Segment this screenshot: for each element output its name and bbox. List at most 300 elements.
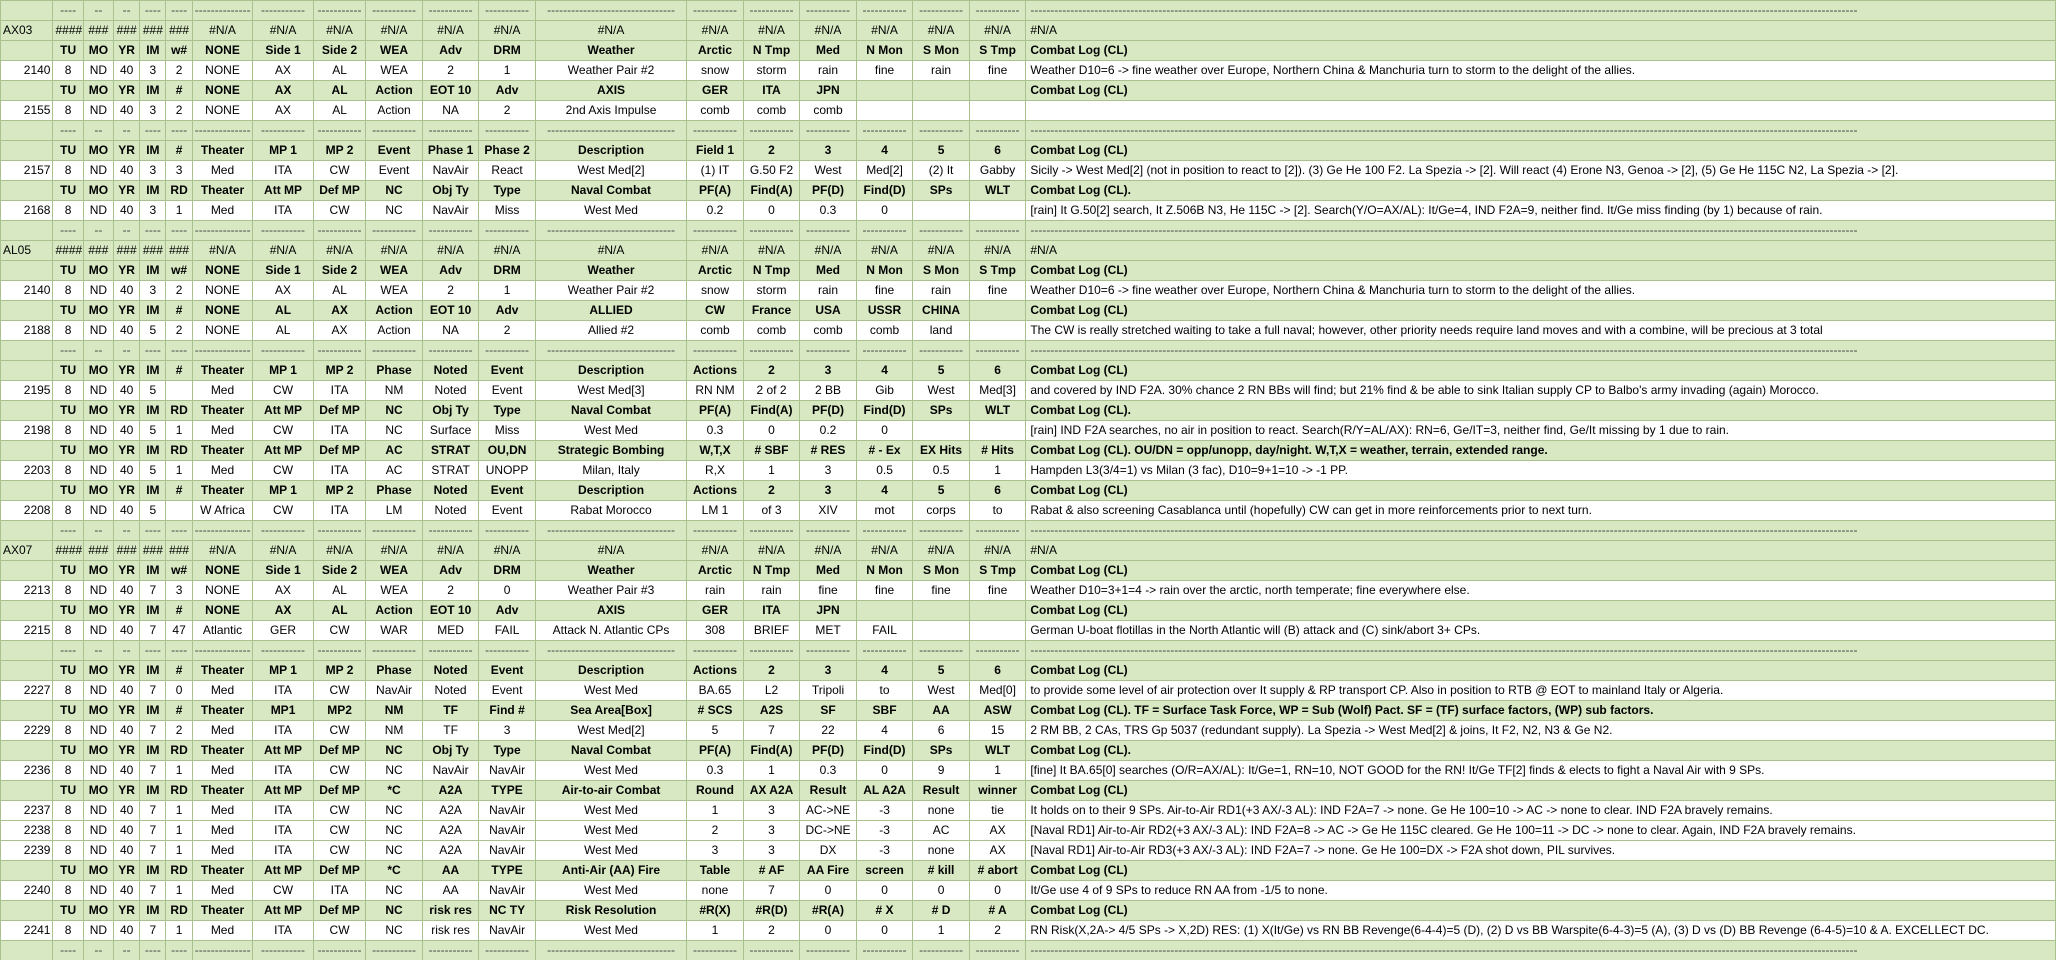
cell-r43-c0[interactable]	[1, 861, 53, 881]
cell-r11-c5[interactable]: ----	[166, 221, 192, 241]
cell-r16-c7[interactable]: AL	[253, 321, 314, 341]
cell-r41-c17[interactable]: AC	[913, 821, 970, 841]
cell-r39-c7[interactable]: Att MP	[253, 781, 314, 801]
cell-r44-c17[interactable]: 0	[913, 881, 970, 901]
cell-r13-c15[interactable]: Med	[800, 261, 857, 281]
cell-r31-c0[interactable]: 2215	[1, 621, 53, 641]
cell-r34-c2[interactable]: ND	[83, 681, 113, 701]
cell-r42-c16[interactable]: -3	[856, 841, 913, 861]
cell-r46-c15[interactable]: 0	[800, 921, 857, 941]
cell-r10-c10[interactable]: NavAir	[422, 201, 479, 221]
cell-r34-c10[interactable]: Noted	[422, 681, 479, 701]
cell-r18-c13[interactable]: Actions	[687, 361, 744, 381]
cell-r4-c6[interactable]: NONE	[192, 81, 253, 101]
cell-r40-c2[interactable]: ND	[83, 801, 113, 821]
cell-r13-c3[interactable]: YR	[114, 261, 140, 281]
cell-r34-c7[interactable]: ITA	[253, 681, 314, 701]
cell-r46-c9[interactable]: NC	[366, 921, 423, 941]
cell-r40-c5[interactable]: 1	[166, 801, 192, 821]
cell-r34-c12[interactable]: West Med	[535, 681, 686, 701]
cell-r20-c6[interactable]: Theater	[192, 401, 253, 421]
cell-r3-c4[interactable]: 3	[140, 61, 166, 81]
cell-r13-c6[interactable]: NONE	[192, 261, 253, 281]
cell-r7-c4[interactable]: IM	[140, 141, 166, 161]
cell-r31-c11[interactable]: FAIL	[479, 621, 536, 641]
cell-r28-c7[interactable]: Side 1	[253, 561, 314, 581]
cell-r44-c4[interactable]: 7	[140, 881, 166, 901]
cell-r39-c0[interactable]	[1, 781, 53, 801]
cell-r41-c1[interactable]: 8	[53, 821, 83, 841]
cell-r43-c1[interactable]: TU	[53, 861, 83, 881]
cell-r43-c15[interactable]: AA Fire	[800, 861, 857, 881]
cell-r40-c1[interactable]: 8	[53, 801, 83, 821]
cell-r46-c13[interactable]: 1	[687, 921, 744, 941]
cell-r7-c17[interactable]: 5	[913, 141, 970, 161]
cell-r0-c4[interactable]: ----	[140, 1, 166, 21]
cell-r7-c5[interactable]: #	[166, 141, 192, 161]
cell-r30-c11[interactable]: Adv	[479, 601, 536, 621]
cell-r13-c16[interactable]: N Mon	[856, 261, 913, 281]
cell-r20-c2[interactable]: MO	[83, 401, 113, 421]
cell-r3-c10[interactable]: 2	[422, 61, 479, 81]
cell-r38-c2[interactable]: ND	[83, 761, 113, 781]
cell-r22-c1[interactable]: TU	[53, 441, 83, 461]
cell-r35-c2[interactable]: MO	[83, 701, 113, 721]
cell-r34-c9[interactable]: NavAir	[366, 681, 423, 701]
cell-r35-c7[interactable]: MP1	[253, 701, 314, 721]
cell-r15-c14[interactable]: France	[743, 301, 800, 321]
cell-r9-c13[interactable]: PF(A)	[687, 181, 744, 201]
cell-r3-c5[interactable]: 2	[166, 61, 192, 81]
cell-r36-c17[interactable]: 6	[913, 721, 970, 741]
cell-r34-c3[interactable]: 40	[114, 681, 140, 701]
cell-r18-c7[interactable]: MP 1	[253, 361, 314, 381]
cell-r7-c3[interactable]: YR	[114, 141, 140, 161]
cell-r8-c0[interactable]: 2157	[1, 161, 53, 181]
cell-r24-c10[interactable]: Noted	[422, 481, 479, 501]
cell-r19-c0[interactable]: 2195	[1, 381, 53, 401]
cell-r2-c15[interactable]: Med	[800, 41, 857, 61]
cell-r39-c12[interactable]: Air-to-air Combat	[535, 781, 686, 801]
cell-r6-c17[interactable]: -----------	[913, 121, 970, 141]
cell-r17-c15[interactable]: -----------	[800, 341, 857, 361]
cell-r9-c2[interactable]: MO	[83, 181, 113, 201]
cell-r20-c15[interactable]: PF(D)	[800, 401, 857, 421]
cell-r40-c13[interactable]: 1	[687, 801, 744, 821]
cell-r46-c10[interactable]: risk res	[422, 921, 479, 941]
cell-r3-c0[interactable]: 2140	[1, 61, 53, 81]
cell-r43-c9[interactable]: *C	[366, 861, 423, 881]
cell-r25-c4[interactable]: 5	[140, 501, 166, 521]
cell-r44-c11[interactable]: NavAir	[479, 881, 536, 901]
cell-r30-c6[interactable]: NONE	[192, 601, 253, 621]
cell-r45-c8[interactable]: Def MP	[313, 901, 365, 921]
cell-r22-c2[interactable]: MO	[83, 441, 113, 461]
cell-r27-c12[interactable]: #N/A	[535, 541, 686, 561]
cell-r10-c15[interactable]: 0.3	[800, 201, 857, 221]
cell-r26-c3[interactable]: --	[114, 521, 140, 541]
cell-r17-c14[interactable]: -----------	[743, 341, 800, 361]
cell-r40-c9[interactable]: NC	[366, 801, 423, 821]
cell-r9-c6[interactable]: Theater	[192, 181, 253, 201]
cell-r33-c5[interactable]: #	[166, 661, 192, 681]
cell-r43-c4[interactable]: IM	[140, 861, 166, 881]
cell-r18-c18[interactable]: 6	[969, 361, 1026, 381]
cell-r32-c18[interactable]: -----------	[969, 641, 1026, 661]
cell-r2-c19[interactable]: Combat Log (CL)	[1026, 41, 2056, 61]
cell-r22-c15[interactable]: # RES	[800, 441, 857, 461]
cell-r13-c14[interactable]: N Tmp	[743, 261, 800, 281]
cell-r36-c16[interactable]: 4	[856, 721, 913, 741]
cell-r13-c9[interactable]: WEA	[366, 261, 423, 281]
cell-r15-c11[interactable]: Adv	[479, 301, 536, 321]
cell-r25-c18[interactable]: to	[969, 501, 1026, 521]
cell-r35-c3[interactable]: YR	[114, 701, 140, 721]
cell-r27-c19[interactable]: #N/A	[1026, 541, 2056, 561]
cell-r24-c19[interactable]: Combat Log (CL)	[1026, 481, 2056, 501]
cell-r28-c11[interactable]: DRM	[479, 561, 536, 581]
cell-r41-c0[interactable]: 2238	[1, 821, 53, 841]
cell-r1-c15[interactable]: #N/A	[800, 21, 857, 41]
cell-r42-c6[interactable]: Med	[192, 841, 253, 861]
cell-r20-c18[interactable]: WLT	[969, 401, 1026, 421]
cell-r23-c13[interactable]: R,X	[687, 461, 744, 481]
cell-r21-c11[interactable]: Miss	[479, 421, 536, 441]
cell-r25-c11[interactable]: Event	[479, 501, 536, 521]
cell-r27-c3[interactable]: ###	[114, 541, 140, 561]
cell-r14-c14[interactable]: storm	[743, 281, 800, 301]
cell-r38-c6[interactable]: Med	[192, 761, 253, 781]
cell-r8-c10[interactable]: NavAir	[422, 161, 479, 181]
cell-r38-c19[interactable]: [fine] It BA.65[0] searches (O/R=AX/AL): It/Ge=1, RN=10, NOT GOOD for the RN! It/Ge TF[2] finds & elects to fight a Naval Air with 9 SPs.	[1026, 761, 2056, 781]
cell-r44-c5[interactable]: 1	[166, 881, 192, 901]
cell-r44-c6[interactable]: Med	[192, 881, 253, 901]
cell-r17-c11[interactable]: -----------	[479, 341, 536, 361]
cell-r1-c2[interactable]: ###	[83, 21, 113, 41]
cell-r5-c12[interactable]: 2nd Axis Impulse	[535, 101, 686, 121]
cell-r12-c9[interactable]: #N/A	[366, 241, 423, 261]
cell-r45-c5[interactable]: RD	[166, 901, 192, 921]
cell-r17-c12[interactable]: --------------------------------	[535, 341, 686, 361]
cell-r46-c2[interactable]: ND	[83, 921, 113, 941]
cell-r3-c9[interactable]: WEA	[366, 61, 423, 81]
cell-r41-c2[interactable]: ND	[83, 821, 113, 841]
cell-r1-c8[interactable]: #N/A	[313, 21, 365, 41]
cell-r34-c5[interactable]: 0	[166, 681, 192, 701]
cell-r20-c16[interactable]: Find(D)	[856, 401, 913, 421]
cell-r7-c6[interactable]: Theater	[192, 141, 253, 161]
cell-r39-c1[interactable]: TU	[53, 781, 83, 801]
cell-r41-c9[interactable]: NC	[366, 821, 423, 841]
cell-r21-c1[interactable]: 8	[53, 421, 83, 441]
cell-r17-c0[interactable]	[1, 341, 53, 361]
cell-r10-c6[interactable]: Med	[192, 201, 253, 221]
cell-r28-c0[interactable]	[1, 561, 53, 581]
cell-r25-c16[interactable]: mot	[856, 501, 913, 521]
cell-r15-c6[interactable]: NONE	[192, 301, 253, 321]
cell-r11-c10[interactable]: -----------	[422, 221, 479, 241]
cell-r32-c9[interactable]: -----------	[366, 641, 423, 661]
cell-r7-c2[interactable]: MO	[83, 141, 113, 161]
cell-r27-c0[interactable]: AX07	[1, 541, 53, 561]
cell-r45-c2[interactable]: MO	[83, 901, 113, 921]
cell-r15-c3[interactable]: YR	[114, 301, 140, 321]
cell-r29-c13[interactable]: rain	[687, 581, 744, 601]
cell-r25-c12[interactable]: Rabat Morocco	[535, 501, 686, 521]
cell-r46-c17[interactable]: 1	[913, 921, 970, 941]
cell-r3-c18[interactable]: fine	[969, 61, 1026, 81]
cell-r25-c9[interactable]: LM	[366, 501, 423, 521]
cell-r47-c11[interactable]: -----------	[479, 941, 536, 960]
cell-r27-c1[interactable]: ####	[53, 541, 83, 561]
cell-r2-c3[interactable]: YR	[114, 41, 140, 61]
cell-r37-c5[interactable]: RD	[166, 741, 192, 761]
cell-r36-c9[interactable]: NM	[366, 721, 423, 741]
cell-r4-c9[interactable]: Action	[366, 81, 423, 101]
cell-r6-c12[interactable]: --------------------------------	[535, 121, 686, 141]
cell-r0-c13[interactable]: -----------	[687, 1, 744, 21]
cell-r40-c3[interactable]: 40	[114, 801, 140, 821]
cell-r6-c4[interactable]: ----	[140, 121, 166, 141]
cell-r46-c1[interactable]: 8	[53, 921, 83, 941]
cell-r42-c12[interactable]: West Med	[535, 841, 686, 861]
cell-r11-c13[interactable]: -----------	[687, 221, 744, 241]
cell-r8-c17[interactable]: (2) It	[913, 161, 970, 181]
cell-r33-c7[interactable]: MP 1	[253, 661, 314, 681]
cell-r47-c15[interactable]: -----------	[800, 941, 857, 960]
cell-r2-c18[interactable]: S Tmp	[969, 41, 1026, 61]
cell-r27-c18[interactable]: #N/A	[969, 541, 1026, 561]
cell-r45-c1[interactable]: TU	[53, 901, 83, 921]
cell-r11-c15[interactable]: -----------	[800, 221, 857, 241]
cell-r4-c19[interactable]: Combat Log (CL)	[1026, 81, 2056, 101]
cell-r27-c10[interactable]: #N/A	[422, 541, 479, 561]
cell-r26-c13[interactable]: -----------	[687, 521, 744, 541]
cell-r24-c4[interactable]: IM	[140, 481, 166, 501]
cell-r14-c13[interactable]: snow	[687, 281, 744, 301]
cell-r43-c19[interactable]: Combat Log (CL)	[1026, 861, 2056, 881]
cell-r4-c5[interactable]: #	[166, 81, 192, 101]
cell-r9-c4[interactable]: IM	[140, 181, 166, 201]
cell-r17-c9[interactable]: -----------	[366, 341, 423, 361]
cell-r4-c3[interactable]: YR	[114, 81, 140, 101]
cell-r43-c11[interactable]: TYPE	[479, 861, 536, 881]
cell-r32-c7[interactable]: -----------	[253, 641, 314, 661]
cell-r2-c1[interactable]: TU	[53, 41, 83, 61]
cell-r7-c10[interactable]: Phase 1	[422, 141, 479, 161]
cell-r19-c9[interactable]: NM	[366, 381, 423, 401]
cell-r28-c1[interactable]: TU	[53, 561, 83, 581]
cell-r15-c0[interactable]	[1, 301, 53, 321]
cell-r41-c14[interactable]: 3	[743, 821, 800, 841]
cell-r15-c2[interactable]: MO	[83, 301, 113, 321]
cell-r6-c13[interactable]: -----------	[687, 121, 744, 141]
cell-r47-c1[interactable]: ----	[53, 941, 83, 960]
cell-r21-c13[interactable]: 0.3	[687, 421, 744, 441]
cell-r47-c3[interactable]: --	[114, 941, 140, 960]
cell-r44-c8[interactable]: ITA	[313, 881, 365, 901]
cell-r13-c13[interactable]: Arctic	[687, 261, 744, 281]
cell-r6-c14[interactable]: -----------	[743, 121, 800, 141]
cell-r4-c7[interactable]: AX	[253, 81, 314, 101]
cell-r20-c17[interactable]: SPs	[913, 401, 970, 421]
cell-r37-c16[interactable]: Find(D)	[856, 741, 913, 761]
cell-r36-c6[interactable]: Med	[192, 721, 253, 741]
cell-r12-c14[interactable]: #N/A	[743, 241, 800, 261]
cell-r12-c10[interactable]: #N/A	[422, 241, 479, 261]
cell-r31-c2[interactable]: ND	[83, 621, 113, 641]
cell-r20-c0[interactable]	[1, 401, 53, 421]
cell-r12-c16[interactable]: #N/A	[856, 241, 913, 261]
cell-r32-c10[interactable]: -----------	[422, 641, 479, 661]
cell-r12-c1[interactable]: ####	[53, 241, 83, 261]
cell-r25-c1[interactable]: 8	[53, 501, 83, 521]
cell-r11-c3[interactable]: --	[114, 221, 140, 241]
cell-r26-c9[interactable]: -----------	[366, 521, 423, 541]
cell-r45-c17[interactable]: # D	[913, 901, 970, 921]
cell-r14-c18[interactable]: fine	[969, 281, 1026, 301]
cell-r30-c7[interactable]: AX	[253, 601, 314, 621]
cell-r14-c17[interactable]: rain	[913, 281, 970, 301]
cell-r36-c0[interactable]: 2229	[1, 721, 53, 741]
cell-r6-c6[interactable]: --------------	[192, 121, 253, 141]
cell-r5-c0[interactable]: 2155	[1, 101, 53, 121]
cell-r45-c16[interactable]: # X	[856, 901, 913, 921]
cell-r18-c8[interactable]: MP 2	[313, 361, 365, 381]
cell-r4-c0[interactable]	[1, 81, 53, 101]
cell-r33-c6[interactable]: Theater	[192, 661, 253, 681]
cell-r33-c3[interactable]: YR	[114, 661, 140, 681]
cell-r1-c13[interactable]: #N/A	[687, 21, 744, 41]
cell-r22-c0[interactable]	[1, 441, 53, 461]
cell-r45-c11[interactable]: NC TY	[479, 901, 536, 921]
cell-r4-c13[interactable]: GER	[687, 81, 744, 101]
cell-r21-c17[interactable]	[913, 421, 970, 441]
cell-r24-c8[interactable]: MP 2	[313, 481, 365, 501]
cell-r9-c9[interactable]: NC	[366, 181, 423, 201]
cell-r20-c4[interactable]: IM	[140, 401, 166, 421]
cell-r18-c0[interactable]	[1, 361, 53, 381]
cell-r29-c1[interactable]: 8	[53, 581, 83, 601]
cell-r5-c4[interactable]: 3	[140, 101, 166, 121]
cell-r2-c0[interactable]	[1, 41, 53, 61]
cell-r40-c0[interactable]: 2237	[1, 801, 53, 821]
cell-r0-c8[interactable]: -----------	[313, 1, 365, 21]
cell-r41-c11[interactable]: NavAir	[479, 821, 536, 841]
cell-r29-c5[interactable]: 3	[166, 581, 192, 601]
cell-r18-c9[interactable]: Phase	[366, 361, 423, 381]
cell-r2-c2[interactable]: MO	[83, 41, 113, 61]
cell-r18-c16[interactable]: 4	[856, 361, 913, 381]
cell-r37-c11[interactable]: Type	[479, 741, 536, 761]
cell-r19-c3[interactable]: 40	[114, 381, 140, 401]
cell-r26-c17[interactable]: -----------	[913, 521, 970, 541]
cell-r8-c18[interactable]: Gabby	[969, 161, 1026, 181]
cell-r16-c0[interactable]: 2188	[1, 321, 53, 341]
cell-r46-c11[interactable]: NavAir	[479, 921, 536, 941]
cell-r30-c8[interactable]: AL	[313, 601, 365, 621]
cell-r16-c8[interactable]: AX	[313, 321, 365, 341]
cell-r5-c15[interactable]: comb	[800, 101, 857, 121]
cell-r16-c5[interactable]: 2	[166, 321, 192, 341]
cell-r35-c13[interactable]: # SCS	[687, 701, 744, 721]
cell-r2-c8[interactable]: Side 2	[313, 41, 365, 61]
cell-r30-c1[interactable]: TU	[53, 601, 83, 621]
cell-r2-c9[interactable]: WEA	[366, 41, 423, 61]
cell-r10-c2[interactable]: ND	[83, 201, 113, 221]
cell-r22-c12[interactable]: Strategic Bombing	[535, 441, 686, 461]
cell-r4-c14[interactable]: ITA	[743, 81, 800, 101]
cell-r29-c11[interactable]: 0	[479, 581, 536, 601]
cell-r10-c8[interactable]: CW	[313, 201, 365, 221]
cell-r0-c18[interactable]: -----------	[969, 1, 1026, 21]
cell-r31-c13[interactable]: 308	[687, 621, 744, 641]
cell-r39-c16[interactable]: AL A2A	[856, 781, 913, 801]
cell-r44-c1[interactable]: 8	[53, 881, 83, 901]
cell-r41-c7[interactable]: ITA	[253, 821, 314, 841]
cell-r26-c2[interactable]: --	[83, 521, 113, 541]
cell-r22-c14[interactable]: # SBF	[743, 441, 800, 461]
cell-r40-c19[interactable]: It holds on to their 9 SPs. Air-to-Air RD1(+3 AX/-3 AL): IND F2A=7 -> none. Ge He 100=10 -> AC -> none to clear. IND F2A bravely remains.	[1026, 801, 2056, 821]
cell-r33-c11[interactable]: Event	[479, 661, 536, 681]
cell-r39-c13[interactable]: Round	[687, 781, 744, 801]
cell-r24-c18[interactable]: 6	[969, 481, 1026, 501]
cell-r19-c2[interactable]: ND	[83, 381, 113, 401]
cell-r43-c6[interactable]: Theater	[192, 861, 253, 881]
cell-r1-c3[interactable]: ###	[114, 21, 140, 41]
cell-r14-c4[interactable]: 3	[140, 281, 166, 301]
cell-r40-c6[interactable]: Med	[192, 801, 253, 821]
cell-r29-c12[interactable]: Weather Pair #3	[535, 581, 686, 601]
cell-r21-c10[interactable]: Surface	[422, 421, 479, 441]
cell-r24-c15[interactable]: 3	[800, 481, 857, 501]
cell-r44-c2[interactable]: ND	[83, 881, 113, 901]
cell-r32-c6[interactable]: --------------	[192, 641, 253, 661]
cell-r22-c13[interactable]: W,T,X	[687, 441, 744, 461]
cell-r22-c9[interactable]: AC	[366, 441, 423, 461]
cell-r37-c9[interactable]: NC	[366, 741, 423, 761]
cell-r8-c15[interactable]: West	[800, 161, 857, 181]
cell-r4-c15[interactable]: JPN	[800, 81, 857, 101]
cell-r15-c8[interactable]: AX	[313, 301, 365, 321]
cell-r47-c4[interactable]: ----	[140, 941, 166, 960]
cell-r24-c12[interactable]: Description	[535, 481, 686, 501]
cell-r35-c17[interactable]: AA	[913, 701, 970, 721]
cell-r25-c15[interactable]: XIV	[800, 501, 857, 521]
cell-r22-c19[interactable]: Combat Log (CL). OU/DN = opp/unopp, day/night. W,T,X = weather, terrain, extended range.	[1026, 441, 2056, 461]
cell-r5-c13[interactable]: comb	[687, 101, 744, 121]
cell-r10-c11[interactable]: Miss	[479, 201, 536, 221]
cell-r37-c13[interactable]: PF(A)	[687, 741, 744, 761]
cell-r37-c4[interactable]: IM	[140, 741, 166, 761]
cell-r25-c3[interactable]: 40	[114, 501, 140, 521]
cell-r32-c8[interactable]: -----------	[313, 641, 365, 661]
cell-r2-c5[interactable]: w#	[166, 41, 192, 61]
cell-r31-c18[interactable]	[969, 621, 1026, 641]
cell-r7-c7[interactable]: MP 1	[253, 141, 314, 161]
cell-r36-c13[interactable]: 5	[687, 721, 744, 741]
cell-r16-c2[interactable]: ND	[83, 321, 113, 341]
cell-r19-c10[interactable]: Noted	[422, 381, 479, 401]
cell-r29-c2[interactable]: ND	[83, 581, 113, 601]
cell-r32-c13[interactable]: -----------	[687, 641, 744, 661]
cell-r21-c8[interactable]: ITA	[313, 421, 365, 441]
cell-r31-c6[interactable]: Atlantic	[192, 621, 253, 641]
cell-r37-c19[interactable]: Combat Log (CL).	[1026, 741, 2056, 761]
cell-r28-c6[interactable]: NONE	[192, 561, 253, 581]
cell-r5-c3[interactable]: 40	[114, 101, 140, 121]
cell-r3-c8[interactable]: AL	[313, 61, 365, 81]
